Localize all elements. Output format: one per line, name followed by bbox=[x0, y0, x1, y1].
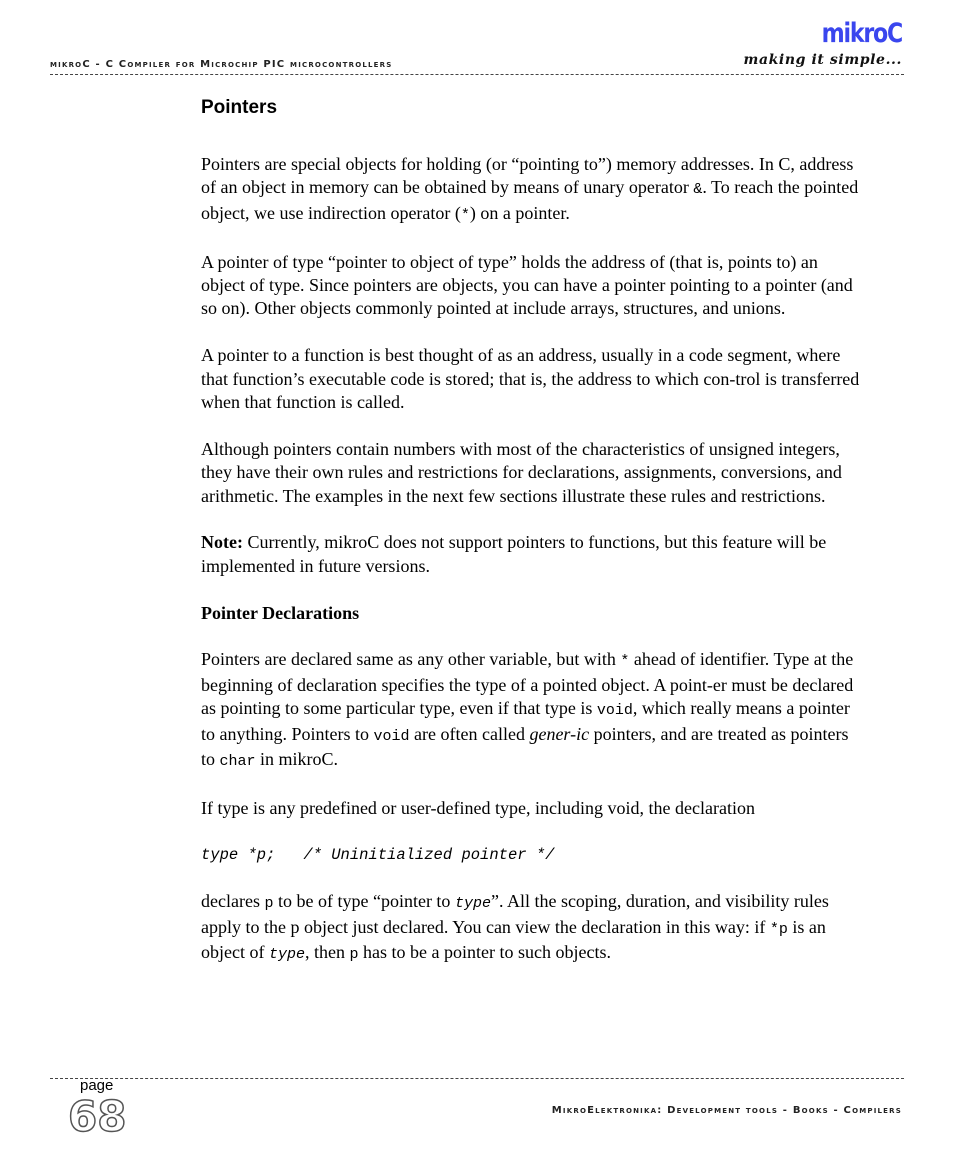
page-number: 68 bbox=[68, 1092, 127, 1141]
paragraph-4: Although pointers contain numbers with most of the characteristics of unsigned integers, they have their own rules and restrictions for declarations, assignments, conversions, and arithmetic. The examples in the next few sections illustrate these rules and restrictions. bbox=[201, 438, 842, 506]
footer-divider bbox=[50, 1078, 904, 1079]
footer-publisher: MikroElektronika: Development tools - Books - Compilers bbox=[551, 1105, 902, 1116]
subsection-title: Pointer Declarations bbox=[201, 602, 360, 623]
paragraph-5: Pointers are declared same as any other variable, but with * ahead of identifier. Type at the beginning of declaration specifies the type of a pointed object. A point-er must be declared as pointing to some particular type, even if that type is void, which really means a pointer to anything. Pointers to void are often called gener-ic pointers, and are treated as pointers to char in mikroC. bbox=[201, 649, 854, 771]
brand-tagline: making it simple... bbox=[743, 52, 902, 68]
paragraph-7: declares p to be of type “pointer to type”. All the scoping, duration, and visibility rules apply to the p object just declared. You can view the declaration in this way: if *p is an object of type, then p has to be a pointer to such objects. bbox=[201, 891, 829, 964]
brand-logo: mikroC bbox=[821, 18, 902, 49]
header-divider bbox=[50, 74, 904, 75]
page-content bbox=[201, 96, 861, 990]
paragraph-1: Pointers are special objects for holding (or “pointing to”) memory addresses. In C, address of an object in memory can be obtained by means of unary operator &. To reach the pointed object, we use indirection operator (*) on a pointer. bbox=[201, 154, 859, 224]
paragraph-3: A pointer to a function is best thought of as an address, usually in a code segment, where that function’s executable code is stored; that is, the address to which con-trol is transferred when that function is called. bbox=[201, 345, 860, 413]
header-running-title: mikroC - C Compiler for Microchip PIC microcontrollers bbox=[50, 59, 393, 70]
code-example: type *p; /* Uninitialized pointer */ bbox=[201, 845, 555, 864]
note-label: Note: bbox=[201, 532, 243, 553]
paragraph-2: A pointer of type “pointer to object of type” holds the address of (that is, points to) an object of type. Since pointers are objects, you can have a pointer pointing to a pointer (and so on). Other objects commonly pointed at include arrays, structures, and unions. bbox=[201, 251, 853, 319]
page-label: page bbox=[80, 1077, 114, 1094]
paragraph-6: If type is any predefined or user-defined type, including void, the declaration bbox=[201, 797, 755, 818]
note-paragraph: Note: Currently, mikroC does not support pointers to functions, but this feature will be implemented in future versions. bbox=[201, 532, 827, 576]
section-title: Pointers bbox=[201, 97, 278, 118]
